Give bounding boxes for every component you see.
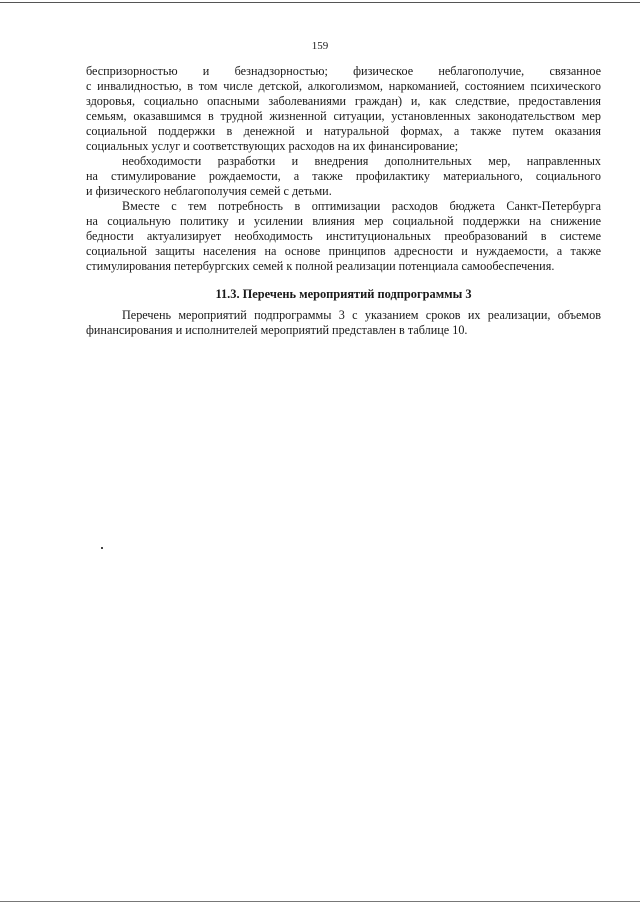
text-line: семьям, оказавшимся в трудной жизненной ситуации, установленных законодательством мер bbox=[86, 109, 601, 123]
text-line: беспризорностью и безнадзорностью; физическое неблагополучие, связанное bbox=[86, 64, 601, 78]
page-number: 159 bbox=[311, 40, 329, 52]
section-heading: 11.3. Перечень мероприятий подпрограммы 3 bbox=[215, 287, 472, 301]
bottom-scan-edge bbox=[0, 901, 640, 902]
text-line: здоровья, социально опасными заболеваниями граждан) и, как следствие, предоставления bbox=[86, 94, 601, 108]
text-line: на социальную политику и усилении влияния мер социальной поддержки на снижение bbox=[86, 214, 601, 228]
top-scan-edge bbox=[0, 2, 640, 3]
paragraph-continuation bbox=[86, 64, 601, 154]
scan-speck bbox=[101, 547, 103, 549]
paragraph-section-intro bbox=[86, 308, 601, 338]
document-body bbox=[86, 64, 601, 338]
text-line: и физического неблагополучия семей с детьми. bbox=[86, 184, 332, 198]
text-line: Вместе с тем потребность в оптимизации расходов бюджета Санкт-Петербурга bbox=[122, 199, 601, 213]
text-line: стимулирования петербургских семей к полной реализации потенциала самообеспечения. bbox=[86, 259, 555, 273]
text-line: социальной защиты населения на основе принципов адресности и нуждаемости, а также bbox=[86, 244, 601, 258]
text-line: на стимулирование рождаемости, а также профилактику материального, социального bbox=[86, 169, 601, 183]
text-line: необходимости разработки и внедрения дополнительных мер, направленных bbox=[122, 154, 601, 168]
text-line: с инвалидностью, в том числе детской, алкоголизмом, наркоманией, состоянием психического bbox=[86, 79, 601, 93]
text-line: Перечень мероприятий подпрограммы 3 с указанием сроков их реализации, объемов bbox=[122, 308, 601, 322]
text-line: финансирования и исполнителей мероприятий представлен в таблице 10. bbox=[86, 323, 468, 337]
text-line: бедности актуализирует необходимость институциональных преобразований в системе bbox=[86, 229, 601, 243]
text-line: социальных услуг и соответствующих расходов на их финансирование; bbox=[86, 139, 459, 153]
paragraph-necessity bbox=[86, 154, 601, 199]
paragraph-optimization bbox=[86, 199, 601, 274]
text-line: социальной поддержки в денежной и натуральной формах, а также путем оказания bbox=[86, 124, 601, 138]
